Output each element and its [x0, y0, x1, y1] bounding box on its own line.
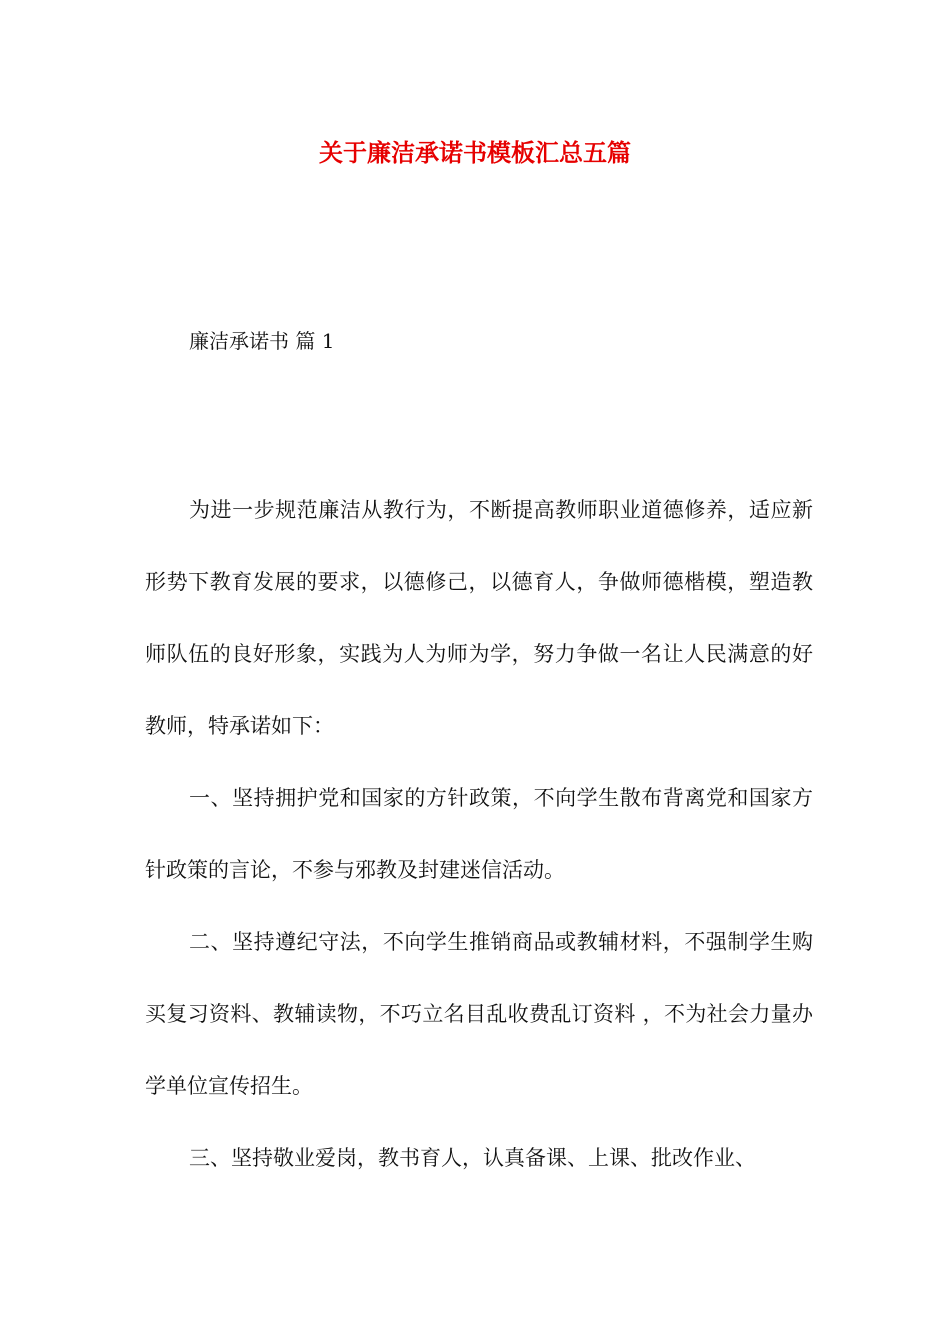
paragraph-item-3: 三、坚持敬业爱岗，教书育人，认真备课、上课、批改作业、: [189, 1146, 756, 1170]
paragraph-item-2: 二、坚持遵纪守法，不向学生推销商品或教辅材料，不强制学生购买复习资料、教辅读物，不巧立名目乱收费乱订资料 ，不为社会力量办学单位宣传招生。: [145, 930, 813, 1098]
document-body: [145, 474, 813, 1194]
document-title: 关于廉洁承诺书模板汇总五篇: [319, 139, 631, 167]
section-heading: 廉洁承诺书 篇 1: [189, 329, 335, 353]
paragraph-item-1: 一、坚持拥护党和国家的方针政策，不向学生散布背离党和国家方针政策的言论，不参与邪教及封建迷信活动。: [145, 786, 813, 882]
paragraph-intro: 为进一步规范廉洁从教行为，不断提高教师职业道德修养，适应新形势下教育发展的要求，以德修己，以德育人，争做师德楷模，塑造教师队伍的良好形象，实践为人为师为学，努力争做一名让人民满意的好教师，特承诺如下：: [145, 498, 813, 738]
